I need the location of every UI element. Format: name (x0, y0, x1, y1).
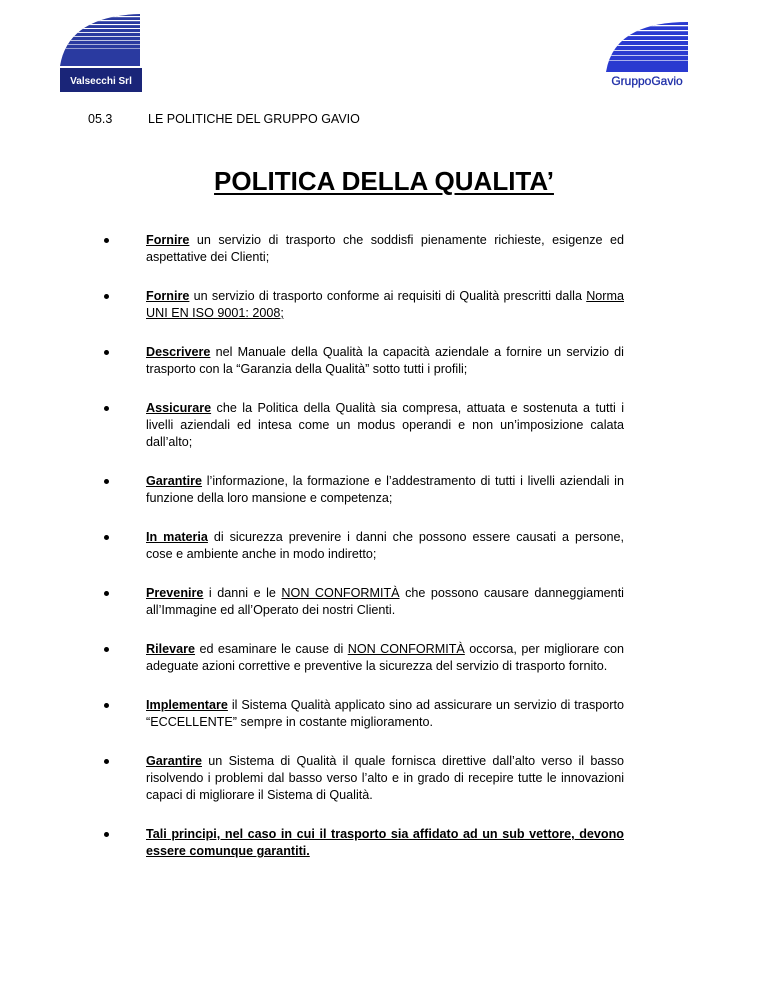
list-item: In materia di sicurezza prevenire i danni che possono essere causati a persone, cose e ambiente anche in modo indiretto; (104, 529, 624, 563)
list-item: Fornire un servizio di trasporto conforme ai requisiti di Qualità prescritti dalla Norma UNI EN ISO 9001: 2008; (104, 288, 624, 322)
list-item: Rilevare ed esaminare le cause di NON CONFORMITÀ occorsa, per migliorare con adeguate azioni correttive e preventive la sicurezza del servizio di trasporto fornito. (104, 641, 624, 675)
bullet-icon (104, 535, 109, 540)
list-item: Implementare il Sistema Qualità applicato sino ad assicurare un servizio di trasporto “ECCELLENTE” sempre in costante miglioramento. (104, 697, 624, 731)
list-item: Garantire l’informazione, la formazione e l’addestramento di tutti i livelli aziendali in funzione della loro mansione e competenza; (104, 473, 624, 507)
valsecchi-logo (60, 12, 142, 92)
list-item: Assicurare che la Politica della Qualità sia compresa, attuata e sostenuta a tutti i livelli aziendali ed intesa come un modus operandi e non un’imposizione calata dall’alto; (104, 400, 624, 451)
bullet-icon (104, 759, 109, 764)
section-number: 05.3 (88, 112, 113, 126)
bullet-icon (104, 703, 109, 708)
list-item: Descrivere nel Manuale della Qualità la capacità aziendale a fornire un servizio di trasporto con la “Garanzia della Qualità” sotto tutti i profili; (104, 344, 624, 378)
bullet-icon (104, 238, 109, 243)
document-title: POLITICA DELLA QUALITA’ (214, 166, 554, 196)
valsecchi-logo-text: Valsecchi Srl (70, 76, 132, 87)
policy-list (104, 232, 624, 860)
list-item: Prevenire i danni e le NON CONFORMITÀ che possono causare danneggiamenti all’Immagine ed all’Operato dei nostri Clienti. (104, 585, 624, 619)
bullet-icon (104, 294, 109, 299)
section-title: LE POLITICHE DEL GRUPPO GAVIO (148, 112, 360, 126)
gruppo-gavio-logo (604, 20, 690, 88)
list-item: Fornire un servizio di trasporto che soddisfi pienamente richieste, esigenze ed aspettative dei Clienti; (104, 232, 624, 266)
bullet-icon (104, 647, 109, 652)
bullet-icon (104, 832, 109, 837)
bullet-icon (104, 591, 109, 596)
bullet-icon (104, 406, 109, 411)
list-item-final: Tali principi, nel caso in cui il trasporto sia affidato ad un sub vettore, devono essere comunque garantiti. (104, 826, 624, 860)
bullet-icon (104, 350, 109, 355)
bullet-icon (104, 479, 109, 484)
list-item: Garantire un Sistema di Qualità il quale fornisca direttive dall’alto verso il basso risolvendo i problemi dal basso verso l’alto e in grado di recepire tutte le innovazioni capaci di migliorare il Sistema di Qualità. (104, 753, 624, 804)
gruppo-gavio-logo-text: GruppoGavio (611, 74, 683, 88)
